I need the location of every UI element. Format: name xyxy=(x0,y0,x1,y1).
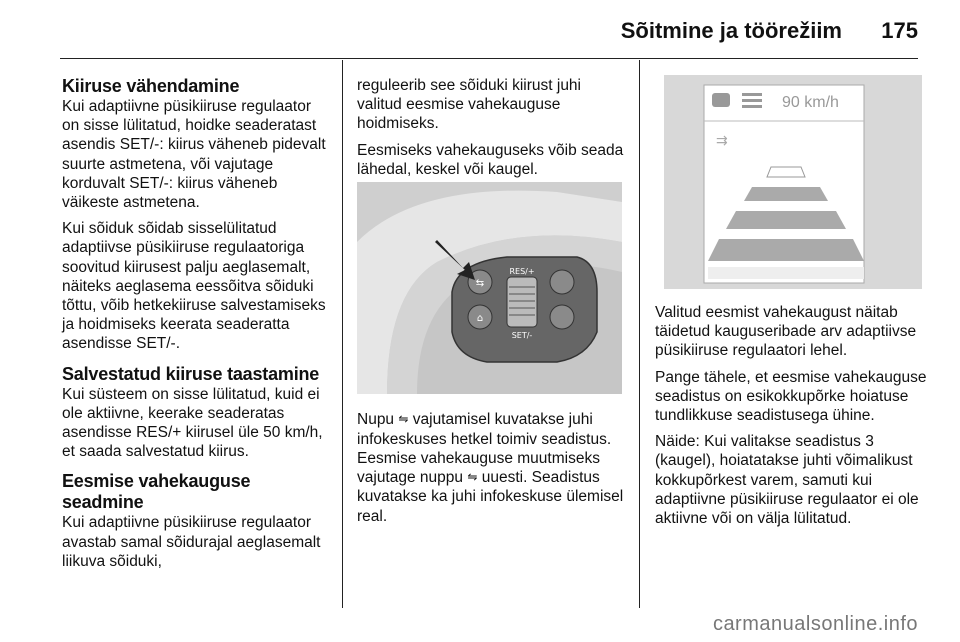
paragraph: Kui adaptiivne püsikiiruse regulaator avastab samal sõidurajal aeglasemalt liikuva sõiduki, xyxy=(62,514,321,570)
text-uuesti: uuesti. Seadistus kuvatakse ka juhi infokeskuse ülemisel real. xyxy=(357,468,624,525)
header-rule xyxy=(60,58,918,59)
column-left xyxy=(62,76,332,578)
column-divider xyxy=(639,60,640,608)
set-label: SET/- xyxy=(511,331,533,340)
paragraph: reguleerib see sõiduki kiirust juhi valitud eesmise vahekauguse hoidmiseks. xyxy=(357,77,582,133)
text-nupu: Nupu xyxy=(357,411,395,428)
res-label: RES/+ xyxy=(509,267,535,276)
column-right xyxy=(655,303,927,535)
acc-car-icon: ⇉ xyxy=(716,133,728,149)
paragraph: Näide: Kui valitakse seadistus 3 (kaugel), hoiatatakse juhti võimalikust kokkupõrkest varem, samuti kui adaptiivne püsikiiruse regulaator ei ole aktiivne või on välja lülitatud. xyxy=(655,433,919,528)
watermark: carmanualsonline.info xyxy=(712,613,918,635)
steering-wheel-illustration xyxy=(357,182,622,394)
text-vajutamisel: vajutamisel kuvatakse juhi infokeskuses hetkel toimiv seadistus. Eesmise vahekauguse muutmiseks vajutage nuppu xyxy=(357,411,612,486)
speed-readout: 90 km/h xyxy=(782,94,839,111)
paragraph: Pange tähele, et eesmise vahekauguse seadistus on esikokkupõrke hoiatuse tundlikkuse seadistusega ühine. xyxy=(655,368,927,425)
paragraph xyxy=(357,410,625,526)
distance-button-icon: ⇋ xyxy=(467,470,478,485)
paragraph: Valitud eesmist vahekaugust näitab täidetud kauguseribade arv adaptiivse püsikiiruse regulaatori lehel. xyxy=(655,304,917,360)
column-middle xyxy=(357,76,625,186)
section-title-speed-decrease: Kiiruse vähendamine xyxy=(62,76,240,96)
acc-display-illustration xyxy=(664,75,922,289)
paragraph: Kui sõiduk sõidab sisselülitatud adaptiivse püsikiiruse regulaatoriga soovitud kiirusest palju aeglasemalt, näiteks aeglasema eessõitva sõiduki tõttu, võib hetkekiiruse salvestamiseks ja hoidmiseks keerata seaderatta asendisse SET/-. xyxy=(62,220,326,353)
column-middle-lower xyxy=(357,410,625,533)
paragraph: Kui adaptiivne püsikiiruse regulaator on sisse lülitatud, hoidke seaderatast asendis SET/-: kiirus väheneb pidevalt suurte astmetena, või vajutage korduvalt SET/-: kiirus väheneb väikeste astmetena. xyxy=(62,98,326,212)
paragraph: Kui süsteem on sisse lülitatud, kuid ei ole aktiivne, keerake seaderatas asendisse RES/+ kiirusel üle 50 km/h, et saada salvestatud kiirus. xyxy=(62,385,323,461)
distance-button-icon: ⇋ xyxy=(398,412,409,427)
section-title-resume-speed: Salvestatud kiiruse taastamine xyxy=(62,363,320,384)
page-number: 175 xyxy=(881,18,918,43)
page-header-title: Sõitmine ja töörežiim xyxy=(620,18,842,43)
svg-text:⌂: ⌂ xyxy=(476,313,484,324)
column-divider xyxy=(342,60,343,608)
paragraph: Eesmiseks vahekauguseks võib seada lähedal, keskel või kaugel. xyxy=(357,141,624,178)
svg-text:⇆: ⇆ xyxy=(475,278,485,289)
steering-wheel-figure xyxy=(357,182,622,394)
car-icon xyxy=(712,93,730,107)
section-title-following-distance: Eesmise vahekauguse seadmine xyxy=(62,471,251,513)
display-figure xyxy=(664,75,922,289)
